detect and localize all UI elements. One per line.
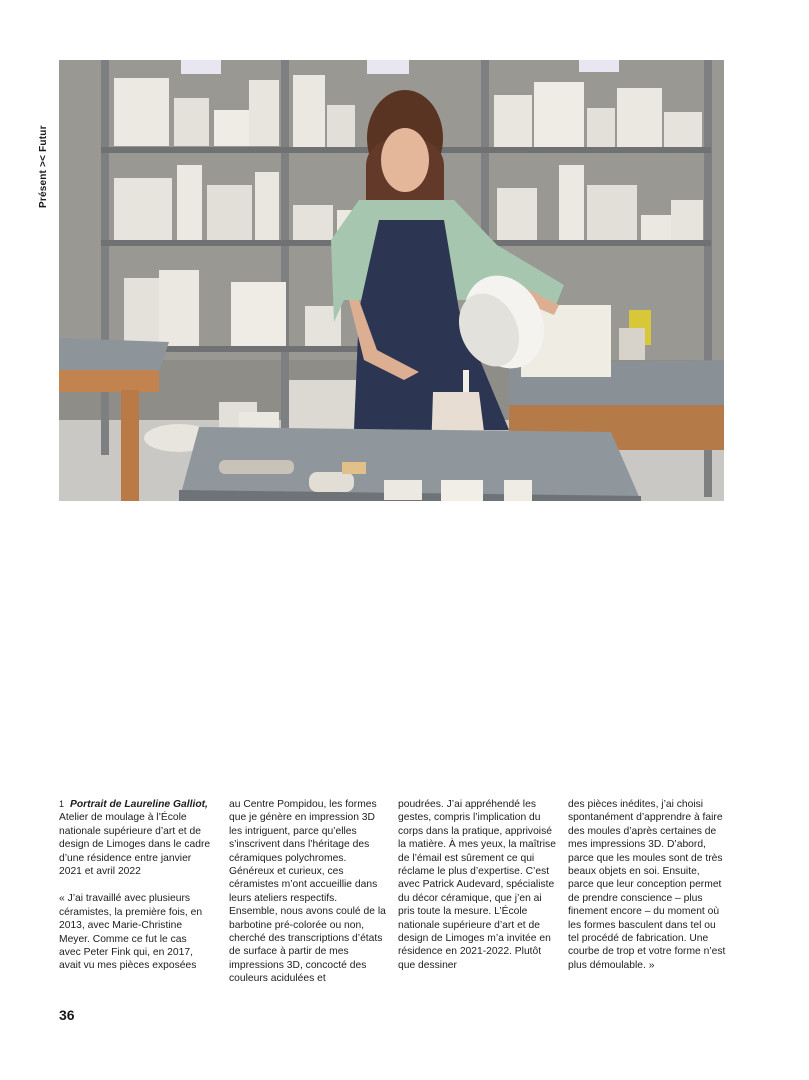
portrait-photo [59, 60, 724, 501]
caption-column [59, 798, 211, 973]
article-column-3 [398, 798, 556, 972]
section-label: Présent >< Futur [38, 125, 49, 208]
article-column-4 [568, 798, 726, 972]
article-column-2 [229, 798, 387, 986]
article-text-2: au Centre Pompidou, les formes que je génère en impression 3D les intriguent, parce qu’elles s’inscrivent dans l’héritage des céramiques polychromes. Généreux et curieux, ces céramistes m’ont accueillie dans leurs ateliers respectifs. Ensemble, nous avons coulé de la barbotine pré-colorée ou non, cherché des transcriptions d’états de surface à partir de mes impressions 3D, concocté des couleurs acidulées et [229, 799, 386, 985]
article-column-1: « J’ai travaillé avec plusieurs céramistes, la première fois, en 2013, avec Marie-Christine Meyer. Comme ce fut le cas avec Peter Fink qui, en 2017, avait vu mes pièces exposées [59, 893, 203, 972]
caption-text: Atelier de moulage à l’École nationale supérieure d’art et de design de Limoges dans le cadre d’une résidence entre janvier 2021 et avril 2022 [59, 812, 211, 878]
article-text-3: poudrées. J’ai appréhendé les gestes, compris l’implication du corps dans la pratique, apprivoisé la matière. À mes yeux, la maîtrise de l’émail est sûrement ce qui réclame le plus d’expertise. C’est avec Patrick Audevard, spécialiste du décor céramique, que j’en ai pris toute la mesure. L’École nationale supérieure d’art et de design de Limoges m’a invitée en résidence en 2021-2022. Plutôt que dessiner [398, 799, 556, 971]
article-text-4: des pièces inédites, j’ai choisi spontanément d’apprendre à faire des moules d’après certaines de mes impressions 3D. D’abord, parce que les moules sont de très beaux objets en soi. Ensuite, parce que leur conception permet de prendre conscience – plus finement encore – du moment où les formes basculent dans tel ou tel procédé de fabrication. Une courbe de trop et votre forme n’est plus démoulable. » [568, 799, 726, 971]
page-number: 36 [59, 1007, 75, 1023]
caption-number: 1 [59, 799, 65, 809]
photo-caption [59, 798, 211, 878]
caption-title: Portrait de Laureline Galliot, [70, 799, 208, 810]
